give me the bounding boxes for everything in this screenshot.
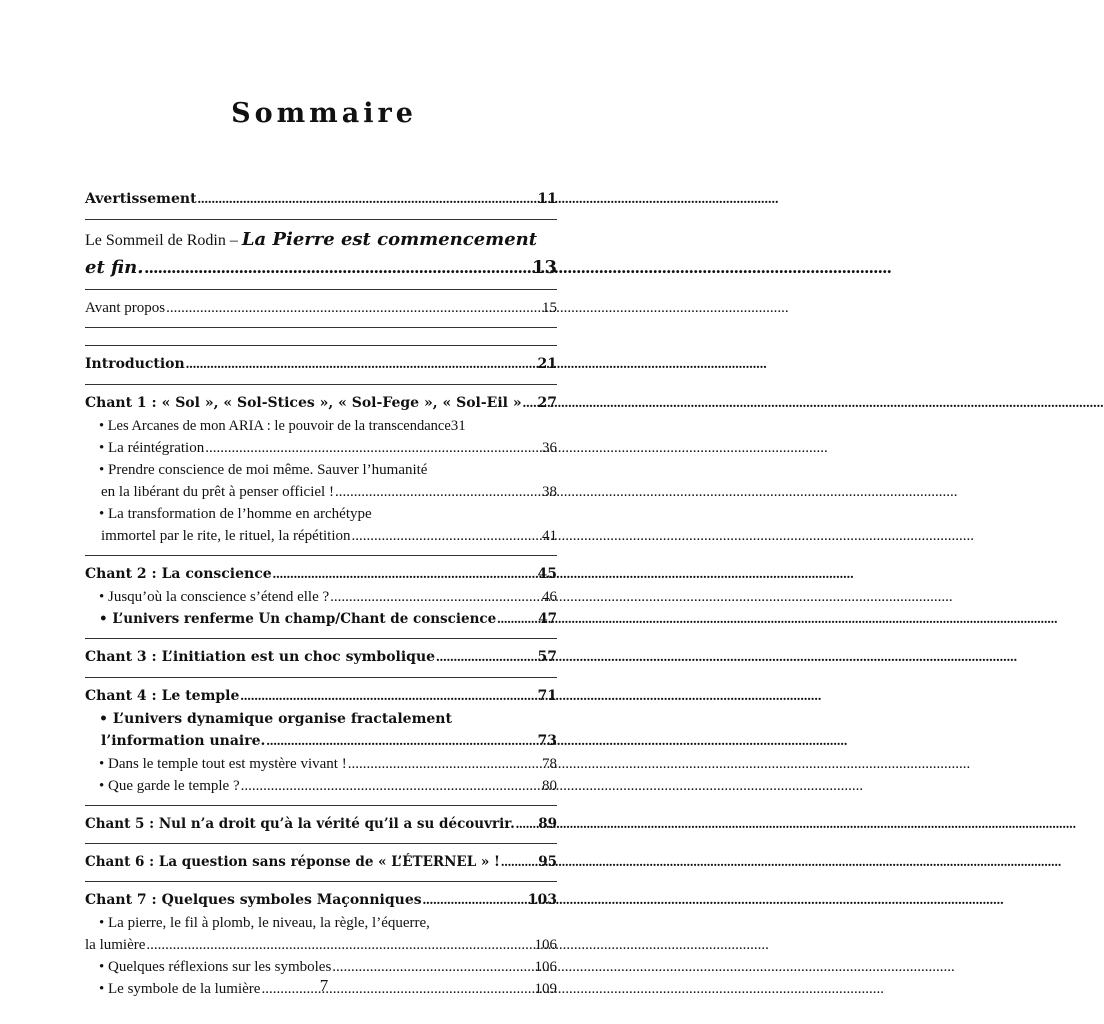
toc-label: Chant 5 : Nul n’a droit qu’à la vérité qu’il a su découvrir. <box>85 816 515 832</box>
separator <box>85 638 557 639</box>
toc-page: 109 <box>534 981 557 997</box>
separator <box>85 843 557 844</box>
dot-leader <box>332 956 533 978</box>
separator <box>85 289 557 290</box>
dot-leader <box>205 437 541 459</box>
toc-entry-chant-5 <box>85 813 557 835</box>
dot-leader <box>348 753 541 775</box>
toc-entry-chant-1 <box>85 392 557 415</box>
toc-subentry-line1: • L’univers dynamique organise fractalement <box>99 711 452 727</box>
toc-entry-chant-4 <box>85 685 557 708</box>
separator <box>85 384 557 385</box>
toc-page: 73 <box>537 733 557 749</box>
toc-entry-chant-6 <box>85 851 557 873</box>
dot-leader <box>146 934 533 956</box>
toc-entry-sommeil-line1 <box>85 227 557 254</box>
toc-page: 106 <box>534 937 557 953</box>
toc-subentry-line1: • La pierre, le fil à plomb, le niveau, la règle, l’équerre, <box>99 915 430 931</box>
toc-page: 103 <box>527 892 557 908</box>
toc-label: Introduction <box>85 356 185 372</box>
dot-leader <box>335 481 541 503</box>
toc-subentry <box>85 586 557 608</box>
dot-leader <box>186 353 537 376</box>
toc-entry-chant-7 <box>85 889 557 912</box>
toc-entry-chant-2 <box>85 563 557 586</box>
toc-subentry <box>85 525 557 547</box>
toc-page: 45 <box>537 566 557 582</box>
toc-subentry <box>85 934 557 956</box>
toc-label: Chant 7 : Quelques symboles Maçonniques <box>85 892 422 908</box>
toc-label: • Que garde le temple ? <box>99 778 240 794</box>
toc-page: 47 <box>538 611 557 627</box>
toc-page: 11 <box>537 191 557 207</box>
toc-page: 57 <box>537 649 557 665</box>
toc-page: 95 <box>538 854 557 870</box>
toc-label: en la libérant du prêt à penser officiel ! <box>101 484 334 500</box>
toc-page: 15 <box>542 300 557 316</box>
separator <box>85 345 557 346</box>
toc-page: 46 <box>542 589 557 605</box>
toc-subentry <box>85 730 557 753</box>
toc-page: 106 <box>534 959 557 975</box>
toc-label: l’information unaire. <box>101 733 266 749</box>
toc-entry-introduction <box>85 353 557 376</box>
dot-leader <box>523 392 537 415</box>
toc-entry-chant-3 <box>85 646 557 669</box>
toc-label: Avertissement <box>85 191 197 207</box>
separator <box>85 677 557 678</box>
toc-subentry <box>85 481 557 503</box>
dot-leader <box>144 254 530 281</box>
dot-leader <box>240 685 536 708</box>
toc-subentry <box>85 415 557 437</box>
toc-subentry <box>85 956 557 978</box>
toc-label: • L’univers renferme Un champ/Chant de conscience <box>99 611 497 627</box>
separator <box>85 881 557 882</box>
toc-label: • La réintégration <box>99 440 205 456</box>
toc-label: Chant 1 : « Sol », « Sol-Stices », « Sol-Fege », « Sol-Eil » <box>85 395 522 411</box>
toc-subentry <box>85 753 557 775</box>
dot-leader <box>516 813 537 835</box>
toc-entry-avertissement <box>85 188 557 211</box>
dot-leader <box>241 775 541 797</box>
separator <box>85 327 557 328</box>
dot-leader <box>497 608 537 630</box>
toc-subentry-line1: • Prendre conscience de moi même. Sauver l’humanité <box>99 462 428 478</box>
toc-label: • Les Arcanes de mon ARIA : le pouvoir de la transcendance <box>99 418 451 434</box>
toc-page: 13 <box>531 257 557 278</box>
toc-subentry-line1: • La transformation de l’homme en archétype <box>99 506 372 522</box>
toc-subentry <box>85 608 557 630</box>
toc-page: 80 <box>542 778 557 794</box>
dot-leader <box>330 586 541 608</box>
toc-label: immortel par le rite, le rituel, la répétition <box>101 528 351 544</box>
toc-entry-sommeil <box>85 254 557 281</box>
toc-label: • Jusqu’où la conscience s’étend elle ? <box>99 589 330 605</box>
separator <box>85 555 557 556</box>
toc-label: la lumière <box>85 937 146 953</box>
toc-page: 36 <box>542 440 557 456</box>
dot-leader <box>198 188 537 211</box>
toc-page: 31 <box>450 418 466 434</box>
dot-leader <box>352 525 542 547</box>
toc-label: Avant propos <box>85 300 166 316</box>
toc-label: Chant 4 : Le temple <box>85 688 240 704</box>
table-of-contents <box>85 188 557 1000</box>
toc-subentry <box>85 437 557 459</box>
toc-subentry <box>85 775 557 797</box>
toc-label: Le Sommeil de Rodin – <box>85 232 242 249</box>
toc-page: 89 <box>538 816 557 832</box>
toc-label: Chant 3 : L’initiation est un choc symbolique <box>85 649 436 665</box>
toc-label-italic: et fin. <box>85 257 144 278</box>
toc-label: • Dans le temple tout est mystère vivant ! <box>99 756 347 772</box>
toc-label: Chant 6 : La question sans réponse de « L’ÉTERNEL » ! <box>85 854 500 870</box>
dot-leader <box>436 646 536 669</box>
toc-page: 71 <box>537 688 557 704</box>
separator <box>85 805 557 806</box>
toc-entry-avant-propos <box>85 297 557 319</box>
dot-leader <box>266 730 536 753</box>
toc-page: 21 <box>537 356 557 372</box>
toc-page: 27 <box>537 395 557 411</box>
toc-label-italic: La Pierre est commencement <box>241 229 538 250</box>
toc-page: 38 <box>542 484 557 500</box>
toc-label: • Le symbole de la lumière <box>99 981 261 997</box>
dot-leader <box>423 889 527 912</box>
page-number: 7 <box>319 976 329 995</box>
page-title: Sommaire <box>231 98 417 129</box>
toc-label: Chant 2 : La conscience <box>85 566 272 582</box>
dot-leader <box>273 563 537 586</box>
toc-label: • Quelques réflexions sur les symboles <box>99 959 332 975</box>
toc-page: 41 <box>542 528 557 544</box>
dot-leader <box>501 851 537 873</box>
separator <box>85 219 557 220</box>
toc-page: 78 <box>542 756 557 772</box>
dot-leader <box>166 297 541 319</box>
